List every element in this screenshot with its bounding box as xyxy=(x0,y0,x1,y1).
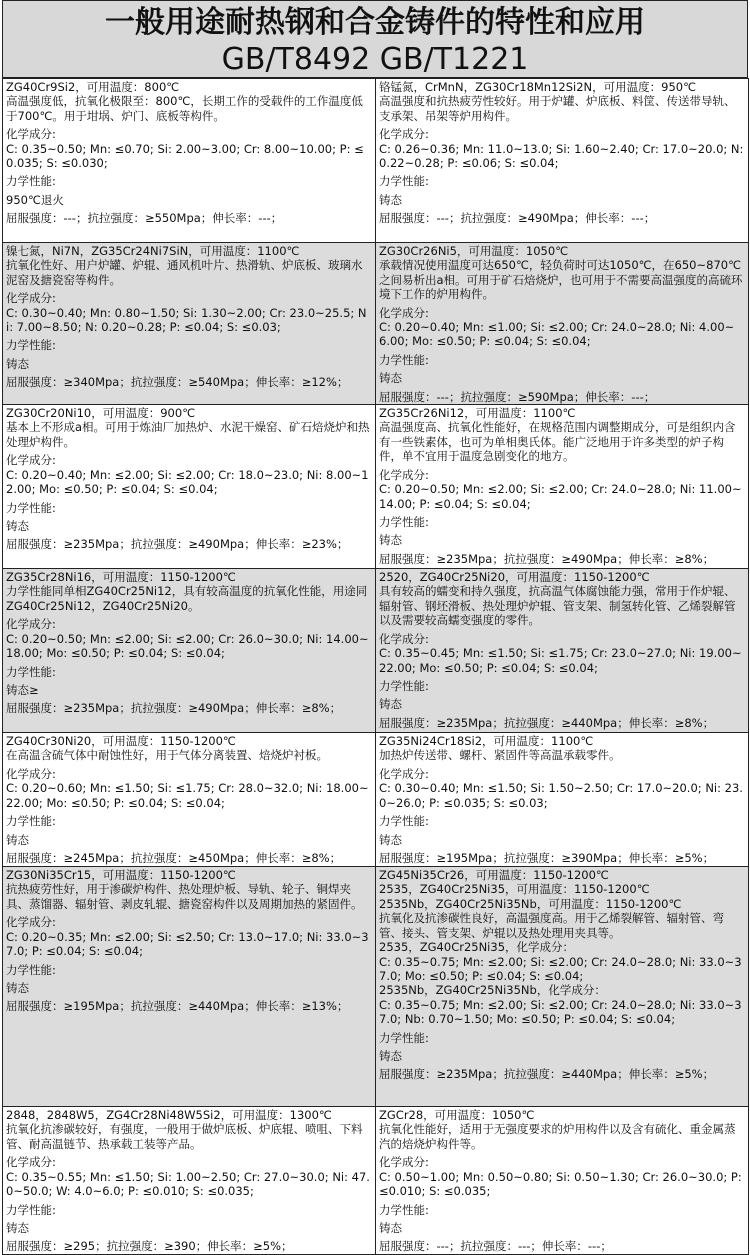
chemical-group-title: 2535，ZG40Cr25Ni35，化学成分： xyxy=(379,940,575,955)
mechanical-properties: 屈服强度：≥340Mpa；抗拉强度：≥540Mpa；伸长率：≥12%； xyxy=(6,375,349,390)
mechanical-label: 力学性能: xyxy=(379,678,429,693)
material-cell-left xyxy=(3,243,376,405)
material-cell-left xyxy=(3,569,376,733)
mechanical-properties: 屈服强度：≥195Mpa；抗拉强度：≥440Mpa；伸长率：≥13%； xyxy=(6,999,349,1014)
material-description: 抗氧化及抗渗碳性良好，高温强度高。用于乙烯裂解管、辐射管、弯管、接头、管支架、炉辊以及热处理用夹具等。 xyxy=(379,911,724,940)
chemical-composition: C: 0.30~0.40; Mn: 0.80~1.50; Si: 1.30~2.00; Cr: 23.0~25.5; Ni: 7.00~8.50; N: 0.20~0.28; P: ≤0.04; S: ≤0.03; xyxy=(6,305,367,335)
material-header: ZG30Cr26Ni5，可用温度：1050℃ xyxy=(379,244,569,258)
chemical-composition: C: 0.20~0.35; Mn: ≤2.00; Si: ≤2.50; Cr: 13.0~17.0; Ni: 33.0~37.0; P: ≤0.04; S: ≤0.04; xyxy=(6,929,369,959)
material-description: 抗氧化抗渗碳较好，有强度，一般用于做炉底板、炉底辊、喷咀、下料管、耐高温链节、热承载工装等产品。 xyxy=(6,1122,363,1151)
mechanical-label: 力学性能: xyxy=(6,174,56,189)
material-description: 高温强度高、抗氧化性能好，在规格范围内调整期成分，可是组织内含有一些铁素体，也可为单相奥氏体。能广泛地用于许多类型的炉子构件，单不宜用于温度急剧变化的地方。 xyxy=(379,420,736,464)
material-cell-right xyxy=(376,1107,749,1255)
title-block xyxy=(2,0,748,78)
chemical-composition: C: 0.35~0.45; Mn: ≤1.50; Si: ≤1.75; Cr: 23.0~27.0; Ni: 19.00~22.00; Mo: ≤0.50; P: ≤0.04; S: ≤0.04; xyxy=(379,646,742,675)
table-row xyxy=(3,405,749,569)
mechanical-properties: 屈服强度：≥235Mpa；抗拉强度：≥440Mpa；伸长率：≥5%； xyxy=(379,1067,715,1082)
mechanical-properties: 屈服强度：---；抗拉强度：---；伸长率：---； xyxy=(379,1239,612,1254)
material-header: ZG35Cr26Ni12，可用温度：1100℃ xyxy=(379,406,576,421)
material-header: ZG35Ni24Cr18Si2，可用温度：1100℃ xyxy=(379,734,594,749)
mechanical-label: 力学性能: xyxy=(6,814,56,829)
chemical-label: 化学成分: xyxy=(6,617,56,632)
material-header: 2535Nb，ZG40Cr25Ni35Nb，可用温度：1150-1200℃ xyxy=(379,896,682,911)
chemical-composition: C: 0.35~0.75; Mn: ≤2.00; Si: ≤2.00; Cr: 24.0~28.0; Ni: 33.0~37.0; Nb: 0.70~1.50; Mo: ≤0.50; P: ≤0.04; S: ≤0.04; xyxy=(379,997,742,1027)
chemical-composition: C: 0.20~0.40; Mn: ≤1.00; Si: ≤2.00; Cr: 24.0~28.0; Ni: 4.00~6.00; Mo: ≤0.50; P: ≤0.04; S: ≤0.04; xyxy=(379,320,735,349)
chemical-label: 化学成分: xyxy=(6,291,56,306)
table-row xyxy=(3,243,749,405)
chemical-composition: C: 0.35~0.55; Mn: ≤1.50; Si: 1.00~2.50; Cr: 27.0~30.0; Ni: 47.0~50.0; W: 4.0~6.0; P: ≤0.010; S: ≤0.035; xyxy=(6,1169,370,1199)
material-cell-left xyxy=(3,867,376,1107)
heat-treatment-state: 铸态 xyxy=(6,1220,29,1235)
material-description: 力学性能同单相ZG40Cr25Ni12，具有较高温度的抗氧化性能，用途同ZG40Cr25Ni12，ZG40Cr25Ni20。 xyxy=(6,584,368,613)
chemical-group-title: 2535Nb，ZG40Cr25Ni35Nb，化学成分： xyxy=(379,983,606,998)
heat-treatment-state: 铸态 xyxy=(379,832,402,847)
material-description: 高温强度低，抗氧化极限至：800℃，长期工作的受载件的工作温度低于700℃。用于坩埚、炉门、底板等构件。 xyxy=(6,94,363,123)
heat-treatment-state: 950℃退火 xyxy=(6,192,64,207)
heat-treatment-state: 铸态 xyxy=(379,533,402,548)
chemical-composition: C: 0.20~0.40; Mn: ≤2.00; Si: ≤2.00; Cr: 18.0~23.0; Ni: 8.00~12.00; Mo: ≤0.50; P: ≤0.04; S: ≤0.04; xyxy=(6,467,369,497)
page-subtitle: GB/T8492 GB/T1221 xyxy=(221,42,529,77)
heat-treatment-state: 铸态 xyxy=(379,1220,402,1235)
mechanical-properties: 屈服强度：≥245Mpa；抗拉强度：≥450Mpa；伸长率：≥8%； xyxy=(6,850,342,865)
chemical-label: 化学成分: xyxy=(379,305,429,320)
material-header: 镍七氮，Ni7N，ZG35Cr24Ni7SiN，可用温度：1100℃ xyxy=(6,244,300,258)
mechanical-properties: 屈服强度：---；抗拉强度：≥490Mpa；伸长率：---； xyxy=(379,211,656,226)
mechanical-properties: 屈服强度：≥235Mpa；抗拉强度：≥490Mpa；伸长率：≥8%； xyxy=(379,551,715,566)
material-cell-right xyxy=(376,243,749,405)
material-header: 铬锰氮，CrMnN，ZG30Cr18Mn12Si2N，可用温度：950℃ xyxy=(379,80,697,94)
material-description: 抗氧化性能好，适用于无强度要求的炉用构件以及含有硫化、重金属蒸汽的焙烧炉构件等。 xyxy=(379,1122,736,1151)
mechanical-properties: 屈服强度：≥235Mpa；抗拉强度：≥490Mpa；伸长率：≥8%； xyxy=(6,701,342,716)
material-header: ZG45Ni35Cr26，可用温度：1150-1200℃ xyxy=(379,868,609,883)
chemical-label: 化学成分: xyxy=(6,453,56,468)
material-description: 抗热疲劳性好，用于渗碳炉构件、热处理炉板、导轨、轮子、铜焊夹具、蒸馏器、辐射管、剥皮轧辊、搪瓷窑构件以及周期加热的紧固件。 xyxy=(6,882,363,911)
material-header: ZGCr28，可用温度：1050℃ xyxy=(379,1108,535,1123)
mechanical-label: 力学性能: xyxy=(6,338,56,353)
material-header: 2520，ZG40Cr25Ni20，可用温度：1150-1200℃ xyxy=(379,570,650,585)
chemical-label: 化学成分: xyxy=(379,631,429,646)
mechanical-label: 力学性能: xyxy=(379,174,429,189)
mechanical-properties: 屈服强度：≥195Mpa；抗拉强度：≥390Mpa；伸长率：≥5%； xyxy=(379,850,715,865)
chemical-label: 化学成分: xyxy=(379,766,429,781)
heat-treatment-state: 铸态 xyxy=(379,1048,402,1063)
mechanical-properties: 屈服强度：≥295；抗拉强度：≥390；伸长率：≥5%； xyxy=(6,1239,293,1254)
heat-treatment-state: 铸态 xyxy=(6,356,29,371)
heat-treatment-state: 铸态 xyxy=(379,371,402,386)
table-row xyxy=(3,733,749,867)
heat-treatment-state: 铸态 xyxy=(6,832,29,847)
chemical-composition: C: 0.35~0.75; Mn: ≤2.00; Si: ≤2.00; Cr: 24.0~28.0; Ni: 33.0~37.0; Mo: ≤0.50; P: ≤0.04; S: ≤0.04; xyxy=(379,954,742,983)
material-header: ZG30Cr20Ni10，可用温度：900℃ xyxy=(6,406,196,421)
material-cell-right xyxy=(376,733,749,867)
material-cell-left xyxy=(3,1107,376,1255)
heat-treatment-state: 铸态 xyxy=(379,697,402,712)
table-row xyxy=(3,79,749,243)
chemical-composition: C: 0.50~1.00; Mn: 0.50~0.80; Si: 0.50~1.30; Cr: 26.0~30.0; P: ≤0.010; S: ≤0.035; xyxy=(379,1169,742,1199)
material-header: ZG40Cr9Si2，可用温度：800℃ xyxy=(6,80,180,94)
mechanical-properties: 屈服强度：≥235Mpa；抗拉强度：≥440Mpa；伸长率：≥8%； xyxy=(379,715,715,730)
chemical-label: 化学成分: xyxy=(379,467,429,482)
table-row xyxy=(3,1107,749,1255)
material-cell-right xyxy=(376,569,749,733)
mechanical-label: 力学性能: xyxy=(6,500,56,515)
material-header: ZG30Ni35Cr15，可用温度：1150-1200℃ xyxy=(6,868,236,883)
document-page xyxy=(2,0,748,1255)
material-description: 基本上不形成a相。可用于炼油厂加热炉、水泥干燥窑、矿石焙烧炉和热处理炉构件。 xyxy=(6,420,370,449)
material-table xyxy=(2,78,749,1255)
heat-treatment-state: 铸态 xyxy=(379,192,402,207)
heat-treatment-state: 铸态≥ xyxy=(6,682,39,697)
mechanical-label: 力学性能: xyxy=(6,962,56,977)
heat-treatment-state: 铸态 xyxy=(6,518,29,533)
heat-treatment-state: 铸态 xyxy=(6,980,29,995)
mechanical-label: 力学性能: xyxy=(379,352,429,367)
material-cell-right xyxy=(376,867,749,1107)
mechanical-label: 力学性能: xyxy=(6,1202,56,1217)
page-title: 一般用途耐热钢和合金铸件的特性和应用 xyxy=(105,5,645,40)
mechanical-label: 力学性能: xyxy=(379,514,429,529)
mechanical-label: 力学性能: xyxy=(6,664,56,679)
mechanical-properties: 屈服强度：---；抗拉强度：≥590Mpa；伸长率：---； xyxy=(379,389,656,404)
table-row xyxy=(3,569,749,733)
chemical-label: 化学成分: xyxy=(6,1155,56,1170)
material-description: 高温强度和抗热疲劳性较好。用于炉罐、炉底板、料筐、传送带导轨、支承架、吊架等炉用构件。 xyxy=(379,94,736,123)
material-cell-left xyxy=(3,405,376,569)
material-description: 加热炉传送带、螺杆、紧固件等高温承载零件。 xyxy=(379,748,621,763)
mechanical-properties: 屈服强度：---；抗拉强度：≥550Mpa；伸长率：---； xyxy=(6,211,283,226)
material-cell-left xyxy=(3,733,376,867)
material-description: 在高温含硫气体中耐蚀性好，用于气体分离装置、焙烧炉衬板。 xyxy=(6,748,328,763)
chemical-composition: C: 0.35~0.50; Mn: ≤0.70; Si: 2.00~3.00; Cr: 8.00~10.00; P: ≤0.035; S: ≤0.030; xyxy=(6,141,364,171)
chemical-label: 化学成分: xyxy=(6,127,56,142)
chemical-composition: C: 0.26~0.36; Mn: 11.0~13.0; Si: 1.60~2.40; Cr: 17.0~20.0; N: 0.22~0.28; P: ≤0.06; S: ≤0.04; xyxy=(379,141,744,171)
chemical-composition: C: 0.30~0.40; Mn: ≤1.50; Si: 1.50~2.50; Cr: 17.0~20.0; Ni: 23.0~26.0; P: ≤0.035; S: ≤0.03; xyxy=(379,781,743,810)
material-cell-right xyxy=(376,405,749,569)
chemical-label: 化学成分: xyxy=(6,766,56,781)
table-row xyxy=(3,867,749,1107)
mechanical-label: 力学性能: xyxy=(379,814,429,829)
material-header: ZG40Cr30Ni20，可用温度：1150-1200℃ xyxy=(6,734,236,749)
mechanical-label: 力学性能: xyxy=(379,1202,429,1217)
material-header: 2848，2848W5，ZG4Cr28Ni48W5Si2，可用温度：1300℃ xyxy=(6,1108,332,1123)
chemical-label: 化学成分: xyxy=(6,915,56,930)
mechanical-label: 力学性能: xyxy=(379,1030,429,1045)
material-header: ZG35Cr28Ni16，可用温度：1150-1200℃ xyxy=(6,570,236,585)
chemical-label: 化学成分: xyxy=(379,1155,429,1170)
material-description: 抗氧化性好、用户炉罐、炉辊、通风机叶片、热滑轨、炉底板、玻璃水泥窑及搪瓷窑等构件。 xyxy=(6,258,363,287)
material-cell-left xyxy=(3,79,376,243)
material-header: 2535，ZG40Cr25Ni35，可用温度：1150-1200℃ xyxy=(379,882,650,897)
mechanical-properties: 屈服强度：≥235Mpa；抗拉强度：≥490Mpa；伸长率：≥23%； xyxy=(6,537,349,552)
material-description: 承载情况使用温度可达650℃，轻负荷时可达1050℃，在650~870℃之间易析出a相。可用于矿石焙烧炉，也可用于不需要高温强度的高硫环境下工作的炉用构件。 xyxy=(379,258,743,302)
chemical-composition: C: 0.20~0.50; Mn: ≤2.00; Si: ≤2.00; Cr: 24.0~28.0; Ni: 11.00~14.00; P: ≤0.04; S: ≤0.04; xyxy=(379,482,742,511)
material-cell-right xyxy=(376,79,749,243)
material-description: 具有较高的蠕变和持久强度，抗高温气体腐蚀能力强，常用于作炉辊、辐射管、钢坯滑板、热处理炉炉辊、管支架、制氢转化管、乙烯裂解管以及需要较高蠕变强度的零件。 xyxy=(379,584,736,628)
chemical-composition: C: 0.20~0.50; Mn: ≤2.00; Si: ≤2.00; Cr: 26.0~30.0; Ni: 14.00~18.00; Mo: ≤0.50; P: ≤0.04; S: ≤0.04; xyxy=(6,631,369,661)
chemical-label: 化学成分: xyxy=(379,127,429,142)
chemical-composition: C: 0.20~0.60; Mn: ≤1.50; Si: ≤1.75; Cr: 28.0~32.0; Ni: 18.00~22.00; Mo: ≤0.50; P: ≤0.04; S: ≤0.04; xyxy=(6,781,369,810)
